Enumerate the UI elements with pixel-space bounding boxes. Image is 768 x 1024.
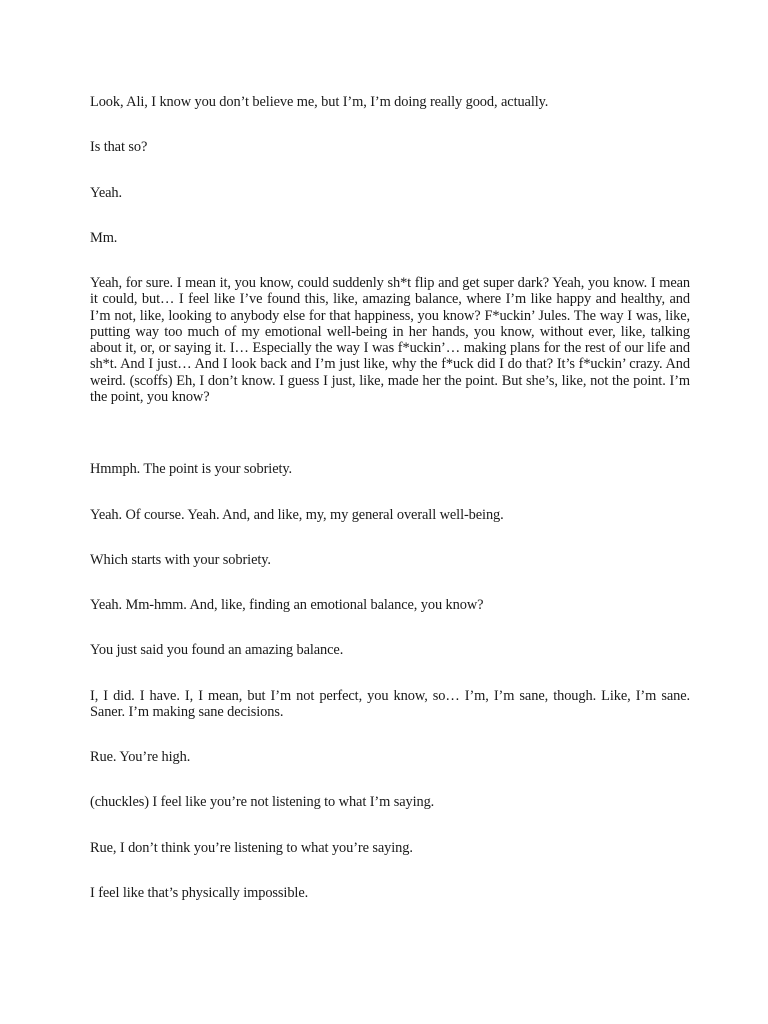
dialogue-line: Which starts with your sobriety. [90,552,271,568]
dialogue-line: Mm. [90,230,118,246]
dialogue-line: (chuckles) I feel like you’re not listening to what I’m saying. [90,794,435,810]
dialogue-line: Yeah, for sure. I mean it, you know, could suddenly sh*t flip and get super dark? Yeah, you know. I mean it could, but… I feel like I’ve found this, like, amazing balance, where I’m like happy and healthy, and I’m not, like, looking to anybody else for that happiness, you know? F*uckin’ Jules. The way I was, like, putting way too much of my emotional well-being in her hands, you know, without ever, like, talking about it, or, or saying it. I… Especially the way I was f*uckin’… making plans for the rest of our life and sh*t. And I just… And I look back and I’m just like, why the f*uck did I do that? It’s f*uckin’ crazy. And weird. (scoffs) Eh, I don’t know. I guess I just, like, made her the point. But she’s, like, not the point. I’m the point, you know? [90,275,690,406]
dialogue-line: I feel like that’s physically impossible. [90,885,309,901]
dialogue-line: Yeah. Of course. Yeah. And, and like, my, my general overall well-being. [90,507,504,523]
dialogue-line: Rue, I don’t think you’re listening to what you’re saying. [90,840,413,856]
dialogue-line: Yeah. [90,185,123,201]
dialogue-line: Rue. You’re high. [90,749,191,765]
dialogue-line: Hmmph. The point is your sobriety. [90,461,293,477]
dialogue-line: Is that so? [90,139,148,155]
dialogue-line: Yeah. Mm-hmm. And, like, finding an emotional balance, you know? [90,597,484,613]
dialogue-line: You just said you found an amazing balance. [90,642,344,658]
dialogue-line: Look, Ali, I know you don’t believe me, but I’m, I’m doing really good, actually. [90,94,549,110]
document-page [90,0,690,1024]
dialogue-line: I, I did. I have. I, I mean, but I’m not perfect, you know, so… I’m, I’m sane, though. Like, I’m sane. Saner. I’m making sane decisions. [90,688,690,721]
